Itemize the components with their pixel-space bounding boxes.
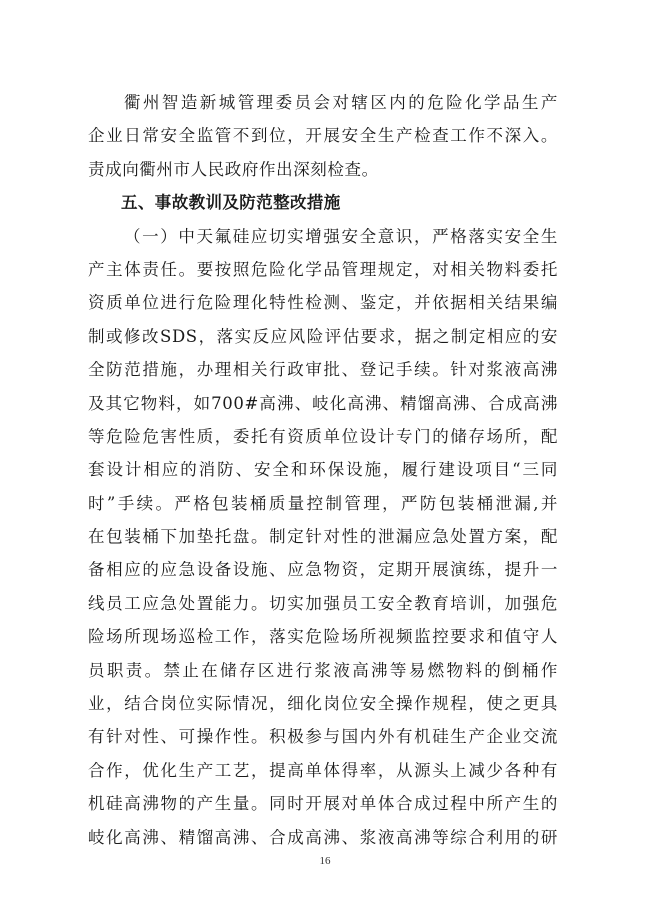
paragraph-line: 衢州智造新城管理委员会对辖区内的危险化学品生产	[124, 93, 558, 112]
paragraph-line: 产主体责任。要按照危险化学品管理规定，对相关物料委托	[88, 259, 558, 279]
paragraph-line: 企业日常安全监管不到位，开展安全生产检查工作不深入。	[88, 126, 558, 146]
paragraph-line: 时”手续。严格包装桶质量控制管理，严防包装桶泄漏,并	[88, 493, 558, 513]
paragraph-line: （一）中天氟硅应切实增强安全意识，严格落实安全生	[124, 226, 558, 246]
paragraph-line: 责成向衢州市人民政府作出深刻检查。	[88, 159, 379, 179]
paragraph-line: 合作，优化生产工艺，提高单体得率，从源头上减少各种有	[88, 760, 558, 780]
paragraph-line: 在包装桶下加垫托盘。制定针对性的泄漏应急处置方案，配	[88, 527, 558, 547]
paragraph-line: 业，结合岗位实际情况，细化岗位安全操作规程，使之更具	[88, 694, 558, 714]
paragraph-line: 全防范措施，办理相关行政审批、登记手续。针对浆液高沸	[88, 360, 558, 380]
paragraph-line: 套设计相应的消防、安全和环保设施，履行建设项目“三同	[88, 460, 558, 480]
paragraph-line: 制或修改SDS，落实反应风险评估要求，据之制定相应的安	[88, 326, 558, 346]
paragraph-line: 备相应的应急设备设施、应急物资，定期开展演练，提升一	[88, 560, 558, 580]
paragraph-line: 及其它物料，如700#高沸、岐化高沸、精馏高沸、合成高沸	[88, 393, 558, 413]
document-body	[88, 86, 558, 854]
paragraph-line: 有针对性、可操作性。积极参与国内外有机硅生产企业交流	[88, 727, 558, 747]
paragraph-line: 险场所现场巡检工作，落实危险场所视频监控要求和值守人	[88, 627, 558, 647]
paragraph-line: 机硅高沸物的产生量。同时开展对单体合成过程中所产生的	[88, 794, 558, 814]
section-heading: 五、事故教训及防范整改措施	[121, 193, 341, 213]
paragraph-line: 资质单位进行危险理化特性检测、鉴定，并依据相关结果编	[88, 293, 558, 313]
paragraph-line: 员职责。禁止在储存区进行浆液高沸等易燃物料的倒桶作	[88, 660, 558, 680]
page-number: 16	[319, 855, 331, 867]
paragraph-line: 岐化高沸、精馏高沸、合成高沸、浆液高沸等综合利用的研	[88, 827, 558, 847]
paragraph-line: 线员工应急处置能力。切实加强员工安全教育培训，加强危	[88, 593, 558, 613]
paragraph-line: 等危险危害性质，委托有资质单位设计专门的储存场所，配	[88, 426, 558, 446]
